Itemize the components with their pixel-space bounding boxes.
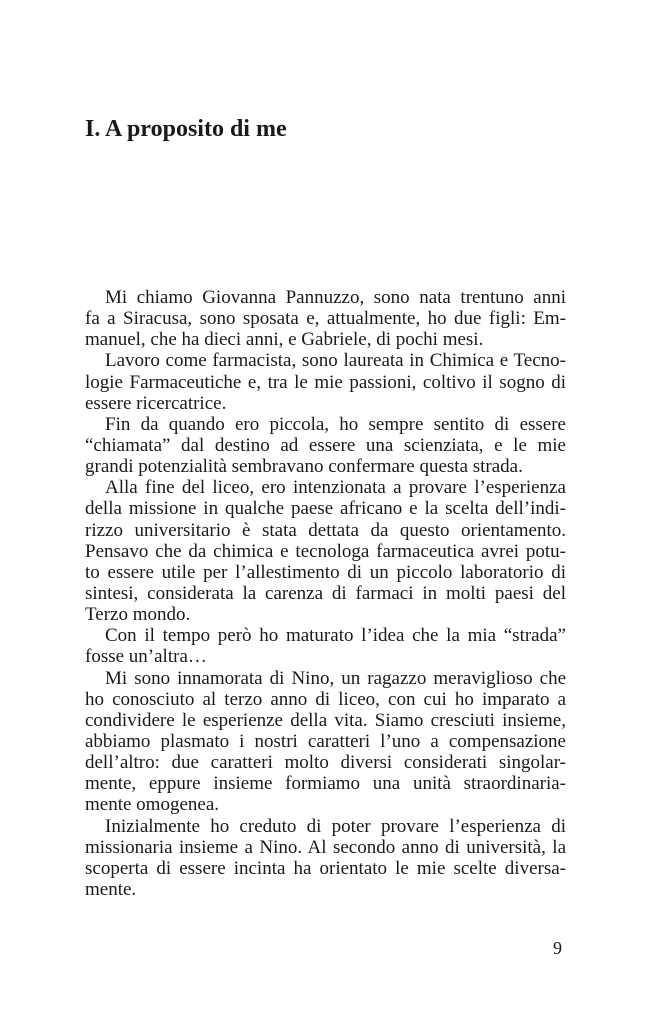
text-line: Con il tempo però ho maturato l’idea che la mia “strada” — [105, 625, 566, 647]
text-line: missionaria insieme a Nino. Al secondo anno di università, la — [85, 836, 566, 858]
text-line: Mi chiamo Giovanna Pannuzzo, sono nata trentuno anni — [105, 287, 566, 308]
text-line: Inizialmente ho creduto di poter provare l’esperienza di — [105, 815, 566, 837]
text-line: manuel, che ha dieci anni, e Gabriele, di pochi mesi. — [85, 329, 484, 351]
text-line: “chiamata” dal destino ad essere una scienziata, e le mie — [85, 434, 566, 456]
text-line: to essere utile per l’allestimento di un piccolo laboratorio di — [85, 561, 566, 583]
text-line: mente omogenea. — [85, 794, 220, 816]
text-line: Lavoro come farmacista, sono laureata in Chimica e Tecno- — [105, 350, 566, 372]
body-text — [85, 287, 566, 900]
text-line: mente, eppure insieme formiamo una unità straordinaria- — [85, 773, 566, 795]
page-number: 9 — [553, 938, 562, 958]
text-line: fosse un’altra… — [85, 646, 207, 668]
text-line: Fin da quando ero piccola, ho sempre sentito di essere — [105, 413, 566, 435]
text-line: ho conosciuto al terzo anno di liceo, con cui ho imparato a — [85, 688, 566, 710]
text-line: grandi potenzialità sembravano confermare questa strada. — [85, 456, 523, 478]
text-line: scoperta di essere incinta ha orientato le mie scelte diversa- — [85, 857, 566, 879]
text-line: logie Farmaceutiche e, tra le mie passioni, coltivo il sogno di — [85, 371, 566, 393]
text-line: dell’altro: due caratteri molto diversi considerati singolar- — [85, 752, 566, 774]
text-line: abbiamo plasmato i nostri caratteri l’uno a compensazione — [85, 730, 566, 752]
text-line: fa a Siracusa, sono sposata e, attualmente, ho due figli: Em- — [85, 308, 566, 330]
text-line: Mi sono innamorata di Nino, un ragazzo meraviglioso che — [105, 667, 566, 689]
text-line: rizzo universitario è stata dettata da questo orientamento. — [85, 519, 566, 541]
text-line: della missione in qualche paese africano e la scelta dell’indi- — [85, 498, 566, 520]
text-line: Pensavo che da chimica e tecnologa farmaceutica avrei potu- — [85, 540, 566, 562]
text-line: Terzo mondo. — [85, 604, 191, 626]
chapter-title: I. A proposito di me — [85, 116, 287, 142]
text-line: mente. — [85, 878, 137, 900]
text-line: essere ricercatrice. — [85, 392, 227, 414]
text-line: Alla fine del liceo, ero intenzionata a provare l’esperienza — [105, 477, 566, 499]
text-line: sintesi, considerata la carenza di farmaci in molti paesi del — [85, 582, 566, 604]
text-line: condividere le esperienze della vita. Siamo cresciuti insieme, — [85, 709, 566, 731]
